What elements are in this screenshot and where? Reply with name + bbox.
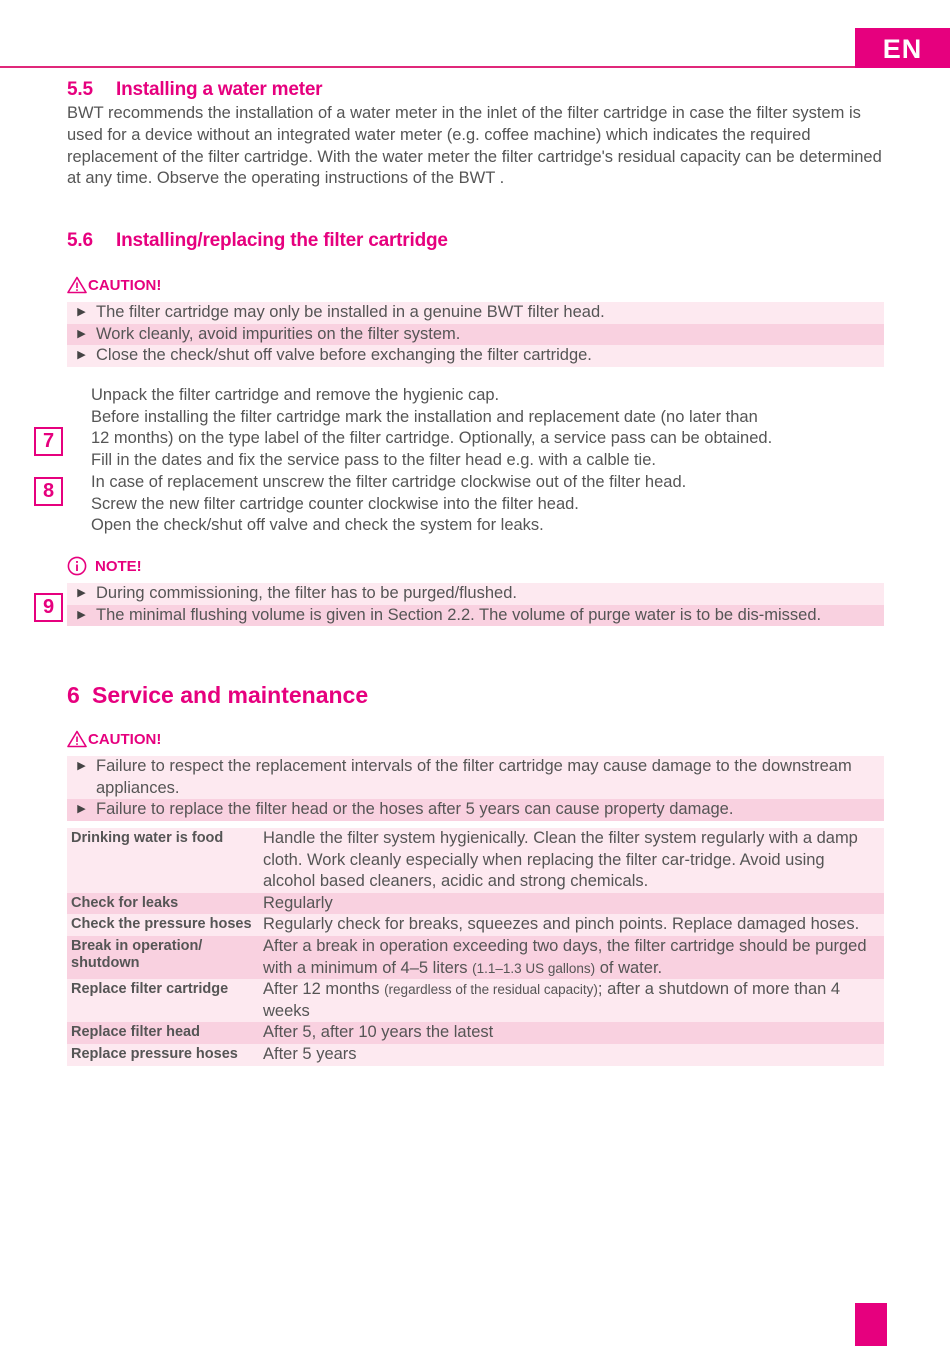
caution-item: ▶ Failure to replace the filter head or the hoses after 5 years can cause property damage. [67,799,884,821]
table-row [67,828,884,893]
section-6-heading [67,682,368,709]
step-line: Open the check/shut off valve and check the system for leaks. [91,516,544,535]
row-value: After 5, after 10 years the latest [263,1023,494,1042]
row-value: Handle the filter system hygienically. Clean the filter system regularly with a damp cloth. Work cleanly especially when replacing the filter car-tridge. Avoid using alcohol based cleaners, acidic and strong chemicals. [263,829,858,891]
row-value: Regularly check for breaks, squeezes and pinch points. Replace damaged hoses. [263,915,860,934]
caution-item: ▶ Close the check/shut off valve before exchanging the filter cartridge. [67,345,884,367]
step-line: Screw the new filter cartridge counter clockwise into the filter head. [91,494,579,513]
figure-ref-7: 7 [34,427,63,456]
info-icon [67,556,87,576]
section-title: Service and maintenance [92,682,369,708]
row-value: After 12 months (regardless of the residual capacity); after a shutdown of more than 4 weeks [263,980,841,1020]
bullet-arrow-icon: ▶ [77,349,86,362]
table-row [67,914,884,936]
row-value: After a break in operation exceeding two days, the filter cartridge should be purged with a minimum of 4–5 liters (1.1–1.3 US gallons) of water. [263,936,867,977]
step-line: 12 months) on the type label of the filter cartridge. Optionally, a service pass can be obtained. [91,429,773,448]
table-row [67,936,884,979]
step-line: Before installing the filter cartridge mark the installation and replacement date (no later than [91,407,758,426]
step-line: In case of replacement unscrew the filter cartridge clockwise out of the filter head. [91,472,687,491]
caution-item: ▶ The filter cartridge may only be installed in a genuine BWT filter head. [67,302,884,324]
figure-ref-9: 9 [34,593,63,622]
header-rule [0,66,950,68]
caution-text: CAUTION! [88,276,162,294]
note-item: ▶ During commissioning, the filter has to be purged/flushed. [67,583,884,605]
row-key: Check for leaks [71,894,179,911]
note-text: NOTE! [95,557,142,575]
section-5-5-body: BWT recommends the installation of a water meter in the inlet of the filter cartridge in case the filter system is used for a device without an integrated water meter (e.g. coffee machine) which indicates the required replacement of the filter cartridge. With the water meter the filter cartridge's residual capacity can be determined at any time. Observe the operating instructions of the BWT . [67,104,882,188]
warning-icon [67,730,87,748]
row-key: Drinking water is food [71,830,224,846]
page-corner-marker [855,1303,887,1346]
caution-label [67,276,161,294]
caution-list [67,302,884,367]
section-number: 5.5 [67,79,93,100]
step-line: Fill in the dates and fix the service pass to the filter head e.g. with a calble tie. [91,451,656,470]
language-tab: EN [855,28,950,68]
row-key: Break in operation/ shutdown [71,937,203,971]
section-number: 6 [67,682,80,708]
section-title: Installing a water meter [116,79,323,100]
section-5-5-heading [67,79,322,101]
warning-icon [67,276,87,294]
row-key: Replace filter cartridge [71,981,229,998]
section-5-6-heading [67,230,448,252]
figure-ref-8: 8 [34,477,63,506]
row-value: After 5 years [263,1044,357,1063]
note-item: ▶ The minimal flushing volume is given in Section 2.2. The volume of purge water is to be dis-missed. [67,605,884,627]
row-key: Check the pressure hoses [71,916,252,933]
installation-steps [91,385,891,537]
maintenance-table [67,828,884,1066]
note-list [67,583,884,626]
bullet-arrow-icon: ▶ [77,587,86,599]
bullet-arrow-icon: ▶ [77,327,86,340]
maintenance-caution-list [67,756,884,821]
caution-item: ▶ Work cleanly, avoid impurities on the filter system. [67,324,884,346]
row-key: Replace filter head [71,1024,200,1041]
section-number: 5.6 [67,230,93,251]
row-key: Replace pressure hoses [71,1045,238,1062]
table-row [67,1022,884,1044]
bullet-arrow-icon: ▶ [77,306,86,318]
table-row [67,1044,884,1066]
bullet-arrow-icon: ▶ [77,760,86,772]
row-value: Regularly [263,893,333,912]
note-label [67,556,142,576]
caution-item: ▶ Failure to respect the replacement intervals of the filter cartridge may cause damage to the downstream appliances. [67,756,884,799]
bullet-arrow-icon: ▶ [77,803,86,816]
caution-text: CAUTION! [88,730,162,748]
section-title: Installing/replacing the filter cartridge [116,230,448,251]
table-row [67,893,884,915]
table-row [67,979,884,1022]
bullet-arrow-icon: ▶ [77,608,86,621]
step-line: Unpack the filter cartridge and remove the hygienic cap. [91,386,500,404]
caution-label [67,730,161,748]
